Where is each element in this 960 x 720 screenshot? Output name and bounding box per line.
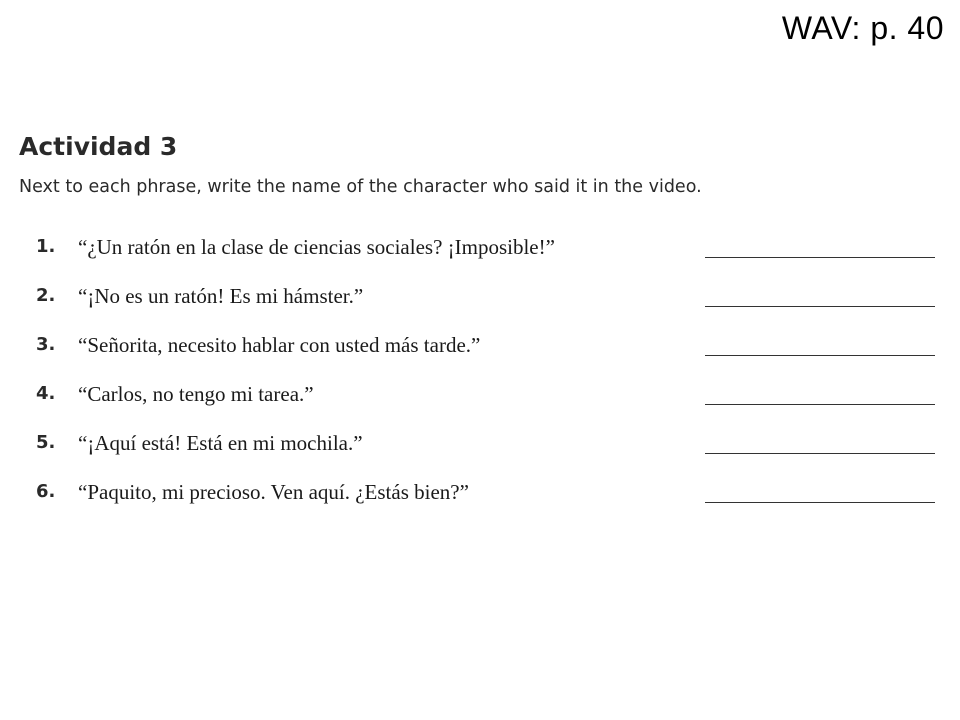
answer-blank[interactable]	[705, 502, 935, 503]
phrase-quote: “¿Un ratón en la clase de ciencias sociales? ¡Imposible!”	[78, 235, 555, 259]
item-number: 3.	[36, 334, 56, 355]
phrase-item-1	[0, 230, 960, 279]
item-number: 4.	[36, 383, 56, 404]
phrase-quote: “¡Aquí está! Está en mi mochila.”	[78, 431, 363, 455]
phrase-item-5	[0, 426, 960, 475]
answer-blank[interactable]	[705, 404, 935, 405]
activity-title: Actividad 3	[19, 132, 178, 161]
phrase-item-2	[0, 279, 960, 328]
answer-blank[interactable]	[705, 355, 935, 356]
activity-instructions: Next to each phrase, write the name of the character who said it in the video.	[19, 177, 702, 197]
answer-blank[interactable]	[705, 453, 935, 454]
phrase-item-3	[0, 328, 960, 377]
item-number: 5.	[36, 432, 56, 453]
phrase-quote: “¡No es un ratón! Es mi hámster.”	[78, 284, 364, 308]
answer-blank[interactable]	[705, 306, 935, 307]
answer-blank[interactable]	[705, 257, 935, 258]
phrase-quote: “Señorita, necesito hablar con usted más tarde.”	[78, 333, 481, 357]
phrase-item-6	[0, 475, 960, 524]
item-number: 1.	[36, 236, 56, 257]
item-number: 6.	[36, 481, 56, 502]
phrase-quote: “Paquito, mi precioso. Ven aquí. ¿Estás bien?”	[78, 480, 469, 504]
phrase-quote: “Carlos, no tengo mi tarea.”	[78, 382, 314, 406]
item-number: 2.	[36, 285, 56, 306]
phrase-list	[0, 230, 960, 524]
phrase-item-4	[0, 377, 960, 426]
page-reference: WAV: p. 40	[781, 10, 944, 46]
